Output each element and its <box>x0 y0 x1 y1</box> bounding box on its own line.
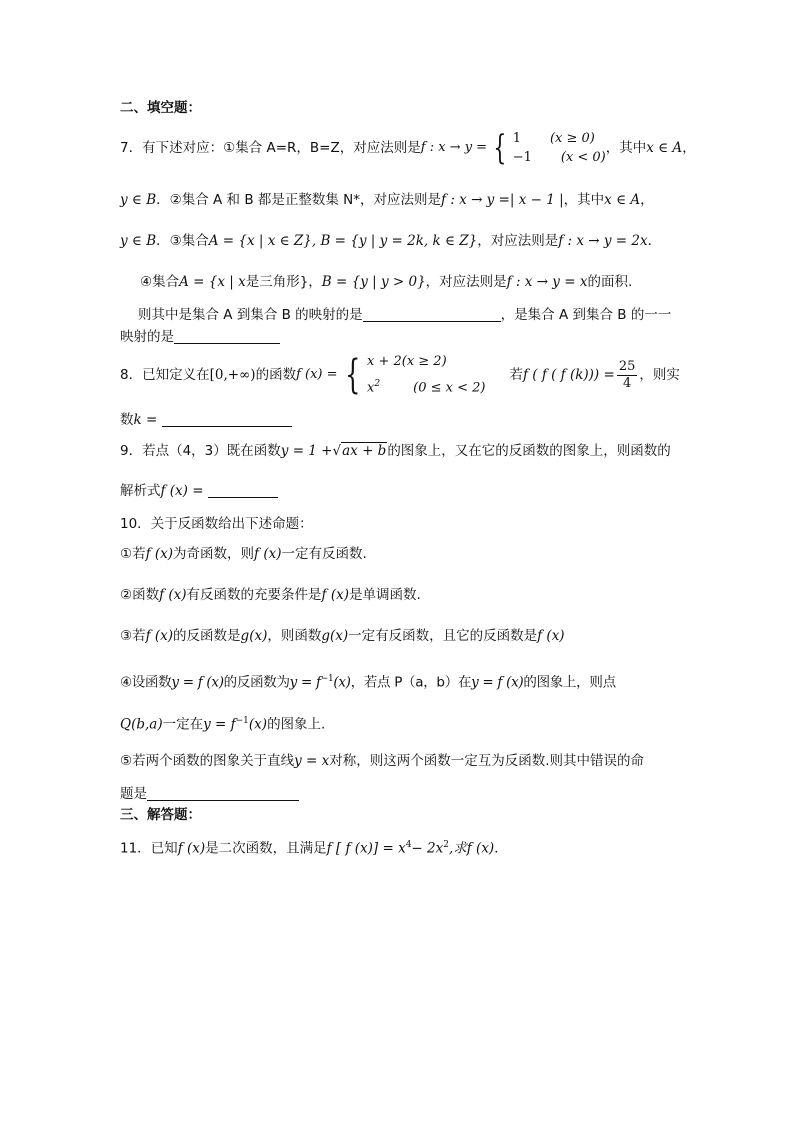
q7-line-3: y ∈ B．③集合A = {x | x ∈ Z}, B = {y | y = 2k, k ∈ Z}，对应法则是f : x → y = 2x． <box>120 233 662 249</box>
q7-line-2: y ∈ B．②集合 A 和 B 都是正整数集 N*，对应法则是f : x → y =| x − 1 |，其中x ∈ A， <box>120 192 654 208</box>
section-heading-solve: 三、解答题： <box>120 807 201 823</box>
question-number: 7． <box>120 140 143 156</box>
question-number: 8． <box>120 367 143 383</box>
piecewise-function: f (x) = { x + 2(x ≥ 2) $x^2$ (0 ≤ x < 2) <box>296 352 486 398</box>
q10-proposition-4-cont: Q(b,a)一定在$y = f^{-1}(x)$的图象上. <box>120 716 326 733</box>
fraction: $\frac{25}{4}$ <box>618 358 636 391</box>
question-number: 9． <box>120 443 143 459</box>
left-brace: { <box>493 128 507 168</box>
q11-line-1: 11．已知f (x)是二次函数，且满足f [ f $(x)] = x^4- 2x^2$,求f (x)． <box>120 840 508 857</box>
q10-proposition-4: ④设函数y = f (x)的反函数为$y = f^{-1}(x)$，若点 P（a，b）在y = f (x)的图象上，则点 <box>120 674 616 691</box>
answer-blank[interactable] <box>147 786 299 801</box>
q7-line-5: 则其中是集合 A 到集合 B 的映射的是 ，是集合 A 到集合 B 的一一 <box>138 307 672 323</box>
q7-line-1: 7． 有下述对应：①集合 A=R，B=Z，对应法则是 f : x → y = { 1 (x ≥ 0) −1 (x < 0) ，其中 x ∈ A ， <box>120 128 696 168</box>
q10-intro: 10．关于反函数给出下述命题： <box>120 516 313 532</box>
q10-proposition-1: ①若f (x)为奇函数，则f (x)一定有反函数. <box>120 546 367 562</box>
q8-line-2: 数k = <box>120 411 292 429</box>
answer-blank[interactable] <box>174 329 280 344</box>
answer-blank[interactable] <box>363 307 501 322</box>
question-number: 10． <box>120 516 151 532</box>
answer-blank[interactable] <box>162 412 292 427</box>
q10-proposition-5: ⑤若两个函数的图象关于直线y = x对称，则这两个函数一定互为反函数.则其中错误的命 <box>120 753 645 769</box>
q7-line-6: 映射的是 <box>120 328 280 346</box>
square-root: √ax + b <box>332 443 387 459</box>
answer-blank[interactable] <box>208 483 278 498</box>
piecewise-map: f : x → y = { 1 (x ≥ 0) −1 (x < 0) <box>420 128 606 168</box>
question-number: 11． <box>120 840 151 857</box>
q10-proposition-5-cont: 题是 <box>120 785 299 803</box>
left-brace: { <box>344 352 360 398</box>
section-heading-fill-in: 二、填空题： <box>120 100 201 116</box>
q10-proposition-3: ③若f (x)的反函数是g(x)，则函数g(x)一定有反函数，且它的反函数是f (x) <box>120 628 565 644</box>
q10-proposition-2: ②函数f (x)有反函数的充要条件是f (x)是单调函数. <box>120 587 421 603</box>
q8-line-1: 8． 已知定义在 [0,+∞) 的函数 f (x) = { x + 2(x ≥ 2) $x^2$ (0 ≤ x < 2) 若 f ( f ( f (k))) = $\frac{25}{4}$ ，则实 <box>120 352 680 398</box>
q9-line-2: 解析式f (x) = <box>120 482 278 500</box>
q7-line-4: ④集合A = {x | x是三角形}，B = {y | y > 0}，对应法则是f : x → y = x的面积. <box>140 274 633 290</box>
q9-line-1: 9．若点（4，3）既在函数y = 1 +√ax + b的图象上，又在它的反函数的图象上，则函数的 <box>120 443 671 459</box>
